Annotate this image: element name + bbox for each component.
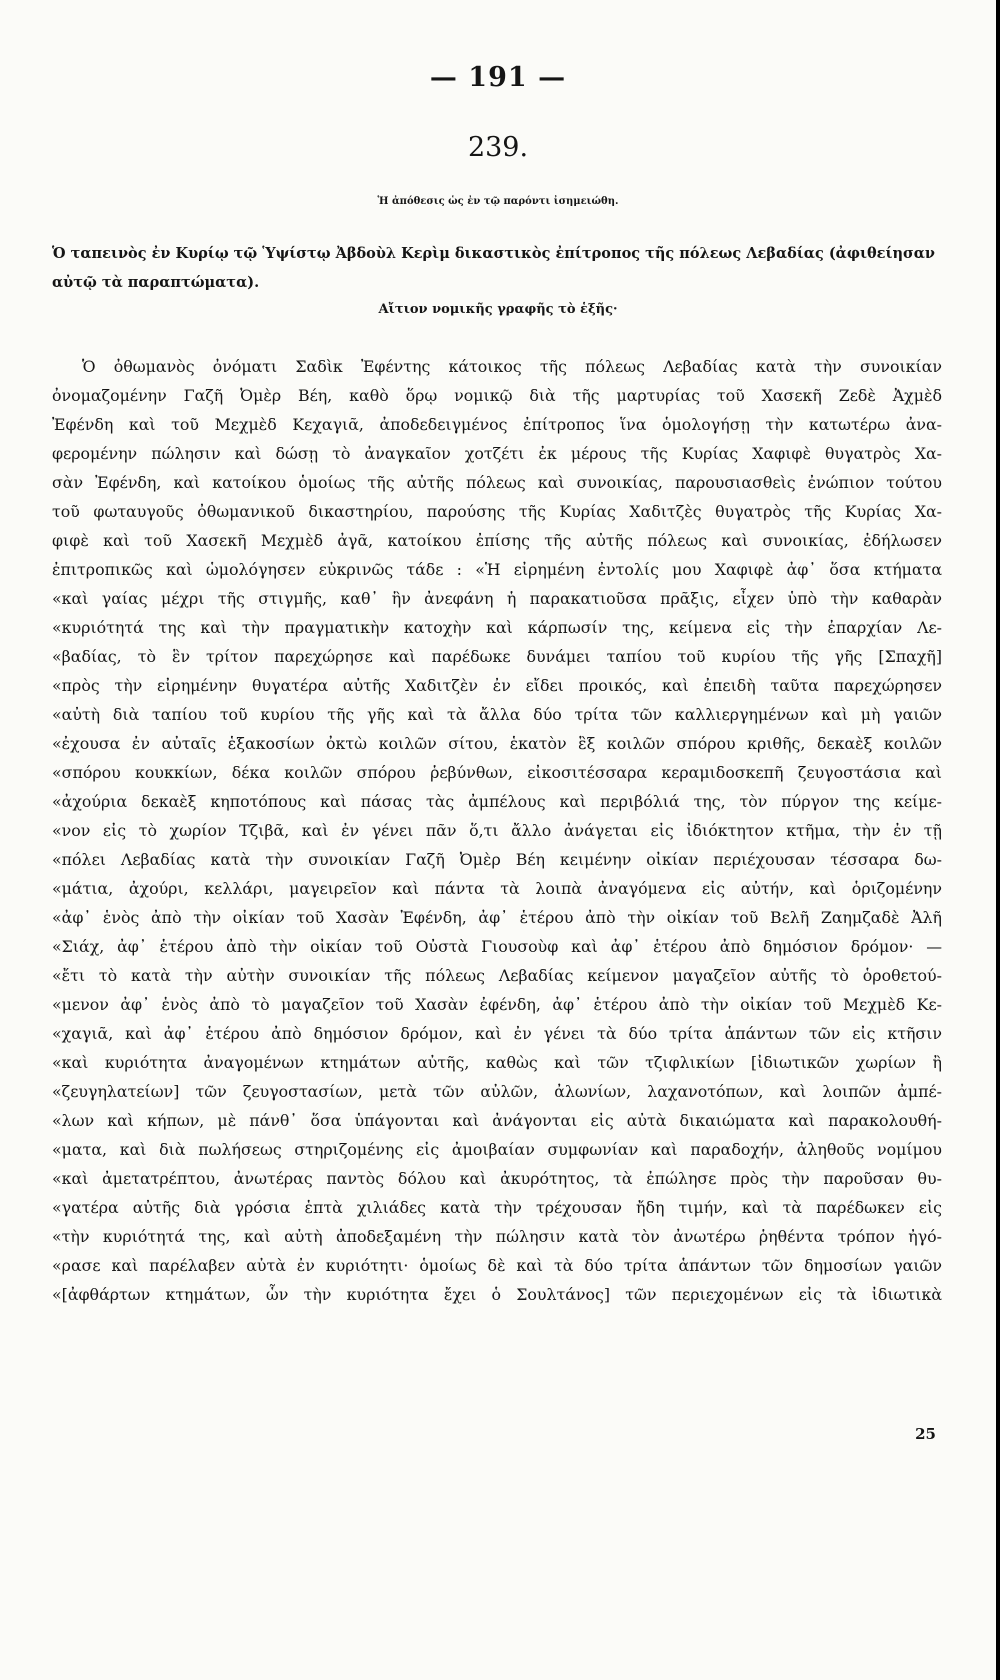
body-text xyxy=(52,352,942,1338)
text-line: «μάτια, ἀχούρι, κελλάρι, μαγειρεῖον καὶ πάντα τὰ λοιπὰ ἀναγόμενα εἰς αὐτήν, καὶ ὁριζομένην xyxy=(52,879,942,898)
text-line: «ἔτι τὸ κατὰ τὴν αὐτὴν συνοικίαν τῆς πόλεως Λεβαδίας κείμενον μαγαζεῖον αὐτῆς τὸ ὁροθετού- xyxy=(52,966,942,985)
text-line: τοῦ φωταυγοῦς ὀθωμανικοῦ δικαστηρίου, παρούσης τῆς Κυρίας Χαδιτζὲς θυγατρὸς τῆς Κυρίας Χα- xyxy=(52,502,942,521)
text-line: «πρὸς τὴν εἰρημένην θυγατέρα αὐτῆς Χαδιτζὲν ἐν εἴδει προικός, καὶ ἐπειδὴ ταῦτα παρεχώρησεν xyxy=(52,676,942,695)
text-line: «λων καὶ κήπων, μὲ πάνθ᾽ ὅσα ὑπάγονται καὶ ἀνάγονται εἰς αὐτὰ δικαιώματα καὶ παρακολουθή- xyxy=(52,1111,942,1130)
text-line: «ζευγηλατείων] τῶν ζευγοστασίων, μετὰ τῶν αὐλῶν, ἀλωνίων, λαχανοτόπων, καὶ λοιπῶν ἀμπέ- xyxy=(52,1082,942,1101)
text-line: «σπόρου κουκκίων, δέκα κοιλῶν σπόρου ῥεβύνθων, εἰκοσιτέσσαρα κεραμιδοσκεπῆ ζευγοστάσια καὶ xyxy=(52,763,942,782)
text-line: «αὐτὴ διὰ ταπίου τοῦ κυρίου τῆς γῆς καὶ τὰ ἄλλα δύο τρίτα τῶν καλλιεργημένων καὶ μὴ γαιῶν xyxy=(52,705,942,724)
text-line: «ρασε καὶ παρέλαβεν αὐτὰ ἐν κυριότητι· ὁμοίως δὲ καὶ τὰ δύο τρίτα ἁπάντων τῶν δημοσίων γαιῶν xyxy=(52,1256,942,1275)
text-line: «νον εἰς τὸ χωρίον Τζιβᾶ, καὶ ἐν γένει πᾶν ὅ,τι ἄλλο ἀνάγεται εἰς ἰδιόκτητον κτῆμα, τὴν ἐν τῇ xyxy=(52,821,942,840)
page-number: — 191 — xyxy=(429,62,567,93)
text-line: ἐπιτροπικῶς καὶ ὡμολόγησεν εὐκρινῶς τάδε : «Ἡ εἰρημένη ἐντολίς μου Χαφιφὲ ἀφ᾽ ὅσα κτήματα xyxy=(52,560,942,579)
text-line: «ἀχούρια δεκαὲξ κηποτόπους καὶ πάσας τὰς ἀμπέλους καὶ περιβόλιά της, τὸν πύργον της κείμε- xyxy=(52,792,942,811)
text-line: Ἐφένδη καὶ τοῦ Μεχμὲδ Κεχαγιᾶ, ἀποδεδειγμένος ἐπίτροπος ἵνα ὁμολογήσῃ τὴν κατωτέρω ἀνα- xyxy=(52,415,942,434)
text-line: «πόλει Λεβαδίας κατὰ τὴν συνοικίαν Γαζῆ Ὀμὲρ Βέη κειμένην οἰκίαν περιέχουσαν τέσσαρα δω- xyxy=(52,850,942,869)
text-line: «καὶ κυριότητα ἀναγομένων κτημάτων αὐτῆς, καθὼς καὶ τῶν τζιφλικίων [ἰδιωτικῶν χωρίων ἢ xyxy=(52,1053,942,1072)
text-line: φερομένην πώλησιν καὶ δώσῃ τὸ ἀναγκαῖον χοτζέτι ἐκ μέρους τῆς Κυρίας Χαφιφὲ θυγατρὸς Χα- xyxy=(52,444,942,463)
text-line: ὀνομαζομένην Γαζῆ Ὀμὲρ Βέη, καθὸ ὅρῳ νομικῷ διὰ τῆς μαρτυρίας τοῦ Χασεκῆ Ζεδὲ Ἀχμὲδ xyxy=(52,386,942,405)
document-subtitle: Αἴτιον νομικῆς γραφῆς τὸ ἑξῆς· xyxy=(378,302,618,317)
text-line: «Σιάχ, ἀφ᾽ ἑτέρου ἀπὸ τὴν οἰκίαν τοῦ Οὐστὰ Γιουσοὺφ καὶ ἀφ᾽ ἑτέρου ἀπὸ δημόσιον δρόμον· — xyxy=(52,937,942,956)
text-line: «καὶ γαίας μέχρι τῆς στιγμῆς, καθ᾽ ἣν ἀνεφάνη ἡ παρακατιοῦσα πρᾶξις, εἶχεν ὑπὸ τὴν καθαρὰν xyxy=(52,589,942,608)
text-line: «χαγιᾶ, καὶ ἀφ᾽ ἑτέρου ἀπὸ δημόσιον δρόμον, καὶ ἐν γένει τὰ δύο τρίτα ἁπάντων τῶν εἰς κτῆσιν xyxy=(52,1024,942,1043)
text-line: «βαδίας, τὸ ἓν τρίτον παρεχώρησε καὶ παρέδωκε δυνάμει ταπίου τοῦ κυρίου τῆς γῆς [Σπαχῆ] xyxy=(52,647,942,666)
text-line: «τὴν κυριότητά της, καὶ αὐτὴ ἀποδεξαμένη τὴν πώλησιν κατὰ τὸν ἀνωτέρω ῥηθέντα τρόπον ἠγό- xyxy=(52,1227,942,1246)
text-line xyxy=(52,1309,942,1338)
text-line: «μενον ἀφ᾽ ἑνὸς ἀπὸ τὸ μαγαζεῖον τοῦ Χασὰν ἐφένδη, ἀφ᾽ ἑτέρου ἀπὸ τὴν οἰκίαν τοῦ Μεχμὲδ Κε- xyxy=(52,995,942,1014)
document-number: 239. xyxy=(467,132,529,163)
text-line: «[ἀφθάρτων κτημάτων, ὧν τὴν κυριότητα ἔχει ὁ Σουλτάνος] τῶν περιεχομένων εἰς τὰ ἰδιωτικὰ xyxy=(52,1285,942,1304)
text-line: «ματα, καὶ διὰ πωλήσεως στηριζομένης εἰς ἀμοιβαίαν συμφωνίαν καὶ παραδοχήν, ἀληθοῦς νομίμου xyxy=(52,1140,942,1159)
text-line: «καὶ ἀμετατρέπτου, ἀνωτέρας παντὸς δόλου καὶ ἀκυρότητος, τὰ ἐπώλησε πρὸς τὴν παροῦσαν θυ- xyxy=(52,1169,942,1188)
document-note: Ἡ ἀπόθεσις ὡς ἐν τῷ παρόντι ἰσημειώθη. xyxy=(377,196,619,207)
text-line: Ὁ ὀθωμανὸς ὀνόματι Σαδὶκ Ἐφέντης κάτοικος τῆς πόλεως Λεβαδίας κατὰ τὴν συνοικίαν xyxy=(82,357,942,376)
text-line: «ἀφ᾽ ἑνὸς ἀπὸ τὴν οἰκίαν τοῦ Χασὰν Ἐφένδη, ἀφ᾽ ἑτέρου ἀπὸ τὴν οἰκίαν τοῦ Βελῆ Ζαημζαδὲ Ἀλῆ xyxy=(52,908,942,927)
text-line: σὰν Ἐφένδη, καὶ κατοίκου ὁμοίως τῆς αὐτῆς πόλεως καὶ συνοικίας, παρουσιασθεὶς ἐνώπιον τούτου xyxy=(52,473,942,492)
text-line: «ἐχουσα ἐν αὐταῖς ἑξακοσίων ὀκτὼ κοιλῶν σίτου, ἑκατὸν ἓξ κοιλῶν σπόρου κριθῆς, δεκαὲξ κοιλῶν xyxy=(52,734,942,753)
text-line: «κυριότητά της καὶ τὴν πραγματικὴν κατοχὴν καὶ κάρπωσίν της, κείμενα εἰς τὴν ἐπαρχίαν Λε- xyxy=(52,618,942,637)
printer-signature: 25 xyxy=(915,1425,936,1443)
text-line: «γατέρα αὐτῆς διὰ γρόσια ἑπτὰ χιλιάδες κατὰ τὴν τρέχουσαν ἤδη τιμήν, καὶ τὰ παρέδωκεν εἰς xyxy=(52,1198,942,1217)
document-heading: Ὁ ταπεινὸς ἐν Κυρίῳ τῷ Ὑψίστῳ Ἀβδοὺλ Κερὶμ δικαστικὸς ἐπίτροπος τῆς πόλεως Λεβαδίας (ἀφιθείησαν αὐτῷ τὰ παραπτώματα). xyxy=(52,245,935,291)
scan-edge xyxy=(996,0,1000,1680)
text-line: φιφὲ καὶ τοῦ Χασεκῆ Μεχμὲδ ἀγᾶ, κατοίκου ἐπίσης τῆς αὐτῆς πόλεως καὶ συνοικίας, ἐδήλωσεν xyxy=(52,531,942,550)
